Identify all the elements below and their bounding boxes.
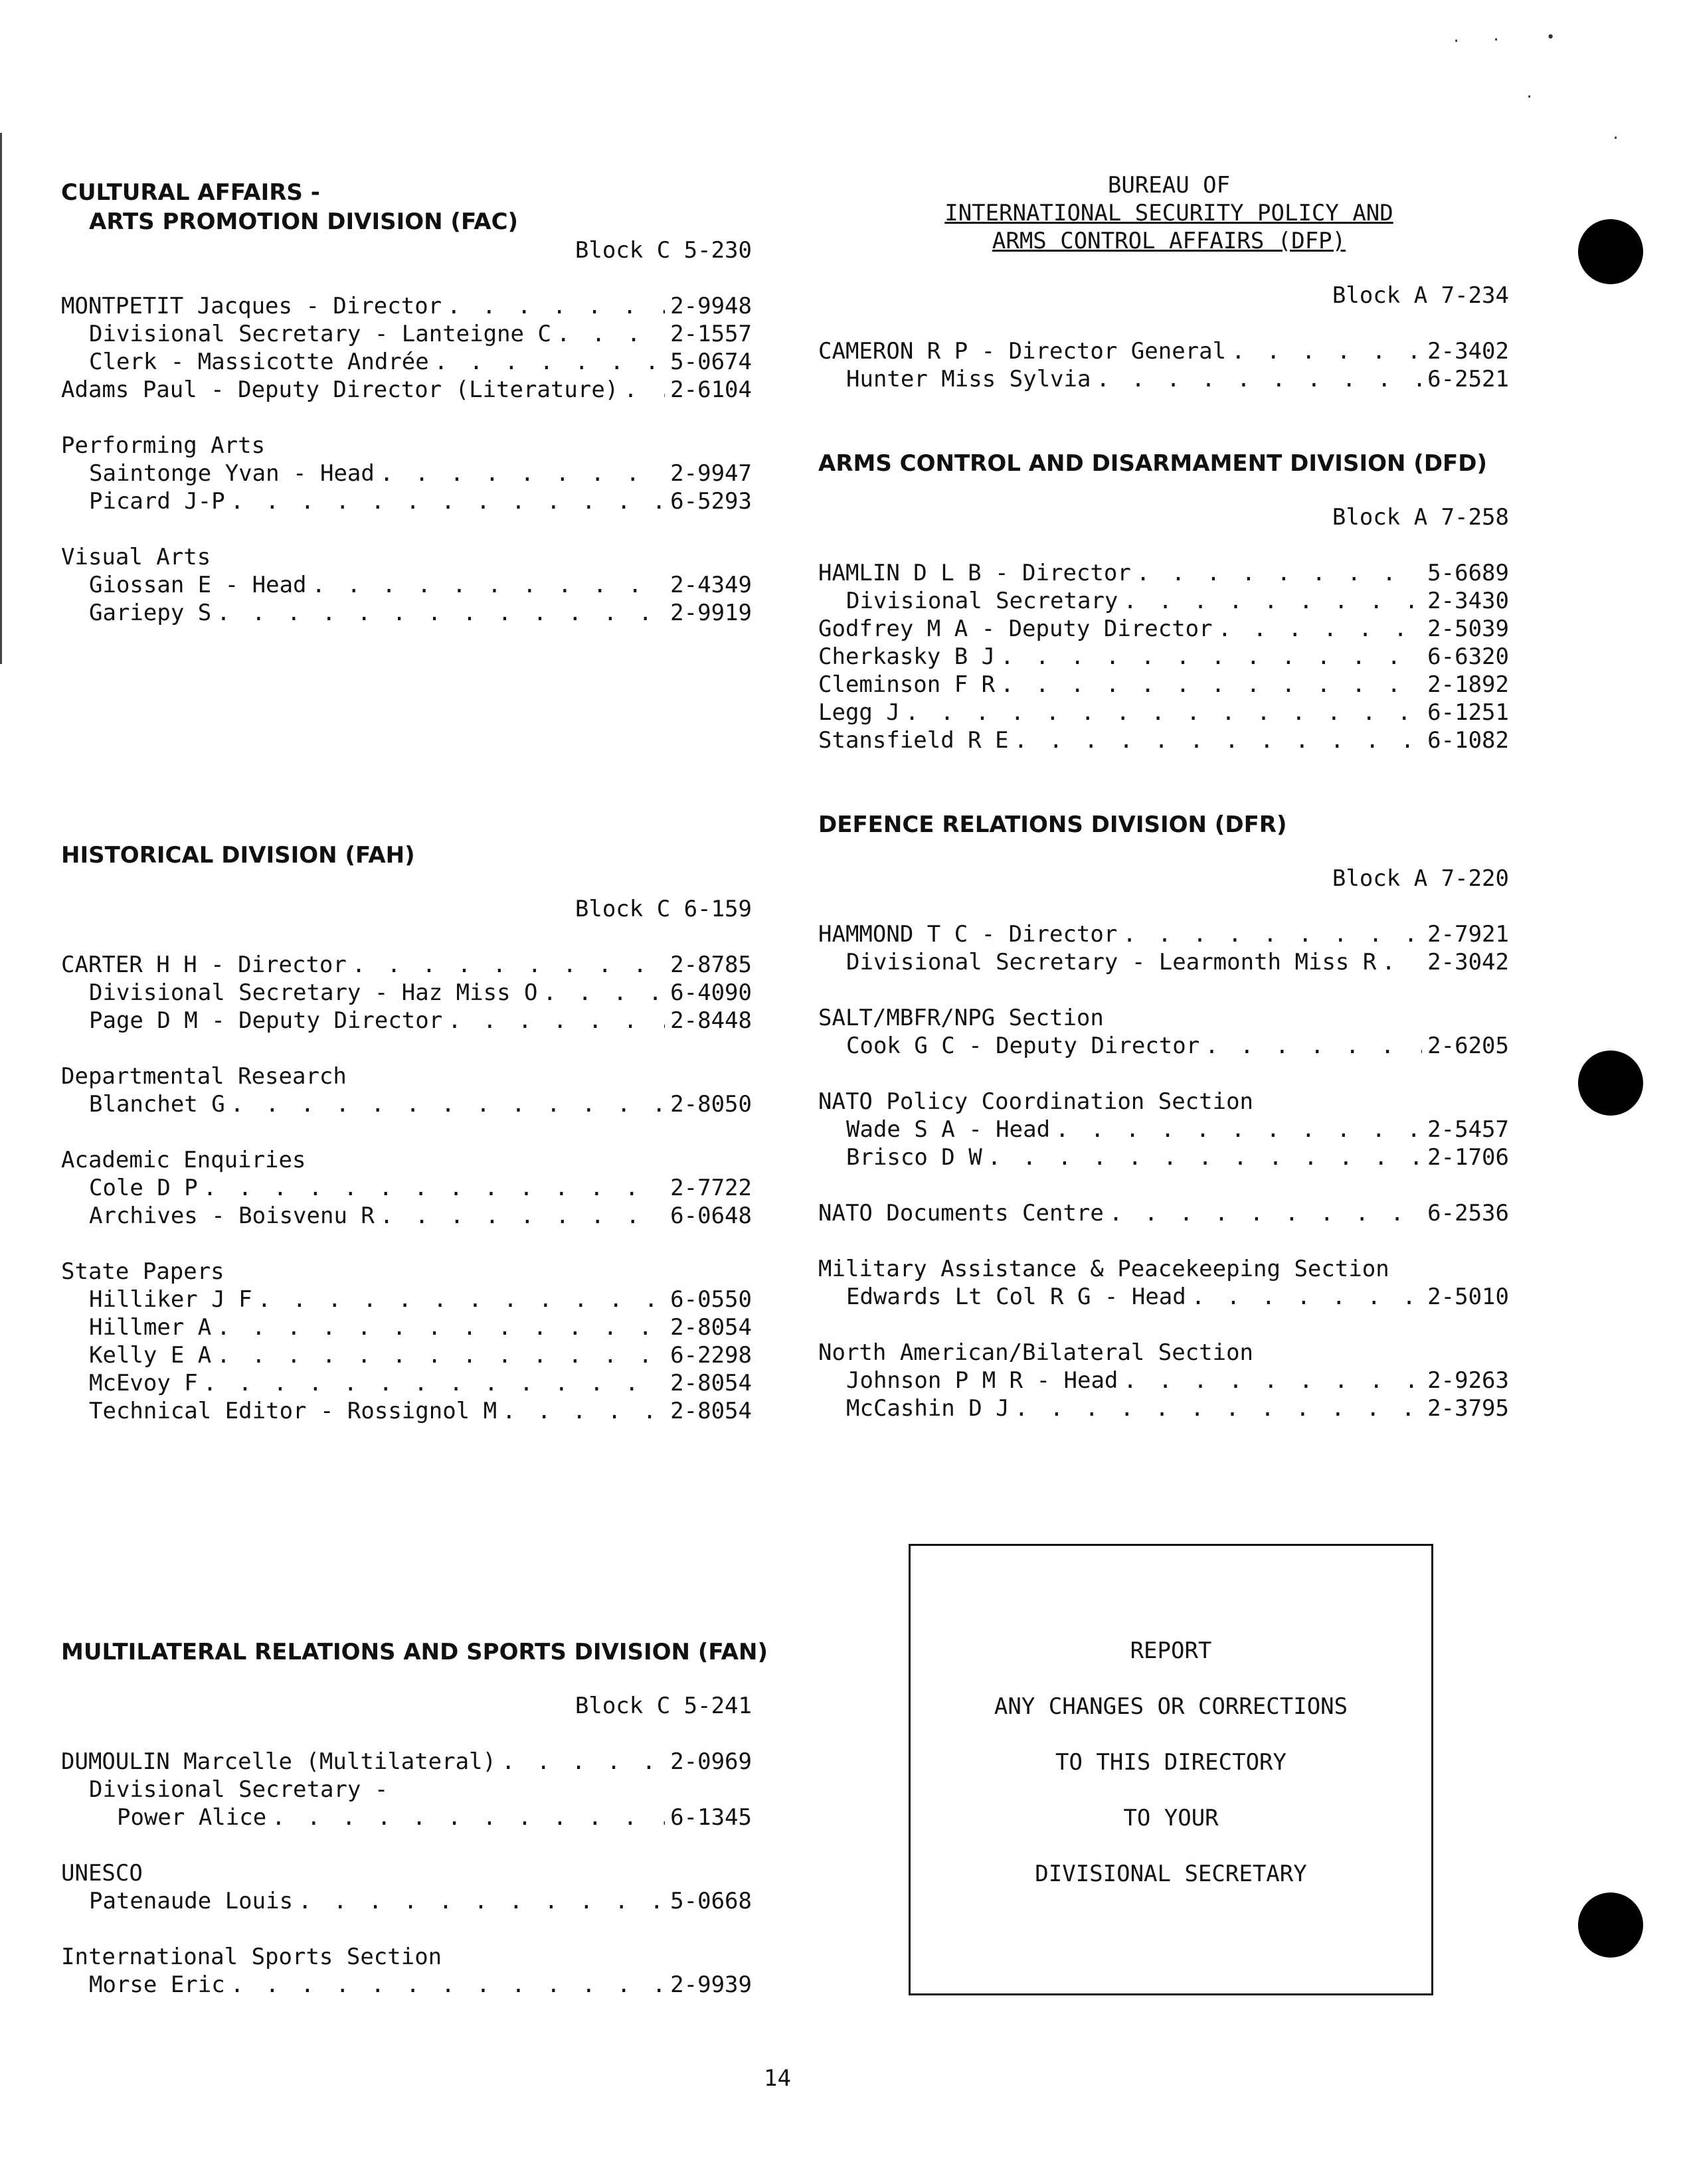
report-line2: ANY CHANGES OR CORRECTIONS xyxy=(994,1693,1348,1720)
report-line1: REPORT xyxy=(1130,1638,1212,1664)
research-label: Departmental Research xyxy=(61,1063,347,1090)
na-entry: Johnson P M R - Head . . . 2-9263 xyxy=(818,1367,1509,1394)
dfd-entry: Stansfield R E . . . 6-1082 xyxy=(818,726,1509,754)
binder-hole xyxy=(1578,1050,1643,1116)
bureau-line2: INTERNATIONAL SECURITY POLICY AND xyxy=(944,200,1393,226)
scan-speck: · xyxy=(1611,130,1621,147)
fac-section xyxy=(61,178,752,627)
academic-label: Academic Enquiries xyxy=(61,1147,306,1173)
fac-block: Block C 5-230 xyxy=(575,237,752,264)
scan-speck: · xyxy=(1525,89,1534,106)
fan-secretary-entry: Power Alice . . . 6-1345 xyxy=(61,1804,752,1831)
dfd-entry: Cherkasky B J . . . 6-6320 xyxy=(818,643,1509,671)
scan-speck: · xyxy=(1452,33,1461,50)
academic-entry: Cole D P . . . 2-7722 xyxy=(61,1174,752,1202)
bureau-line3: ARMS CONTROL AFFAIRS (DFP) xyxy=(992,228,1346,254)
dfr-entry: Divisional Secretary - Learmonth Miss R . . . 2-3042 xyxy=(818,948,1509,976)
dfd-entry: HAMLIN D L B - Director . . . 5-6689 xyxy=(818,559,1509,587)
scan-edge-line xyxy=(0,133,2,664)
bureau-entry: CAMERON R P - Director General . . . 2-3402 xyxy=(818,337,1509,365)
sports-entry: Morse Eric . . . 2-9939 xyxy=(61,1971,752,1999)
salt-entry: Cook G C - Deputy Director . . . 2-6205 xyxy=(818,1032,1509,1060)
state-papers-label: State Papers xyxy=(61,1258,224,1285)
state-entry: Hilliker J F . . . 6-0550 xyxy=(61,1286,752,1313)
report-line4: TO YOUR xyxy=(1123,1805,1219,1831)
state-entry: Technical Editor - Rossignol M . . . 2-8054 xyxy=(61,1397,752,1425)
state-entry: McEvoy F . . . 2-8054 xyxy=(61,1369,752,1397)
dfd-entry: Godfrey M A - Deputy Director . . . 2-5039 xyxy=(818,615,1509,643)
page-number: 14 xyxy=(764,2065,791,2092)
fah-entry: Page D M - Deputy Director . . . 2-8448 xyxy=(61,1007,752,1035)
bureau-heading xyxy=(930,171,1408,255)
military-entry: Edwards Lt Col R G - Head . . . 2-5010 xyxy=(818,1283,1509,1311)
academic-entry: Archives - Boisvenu R . . . 6-0648 xyxy=(61,1202,752,1230)
bureau-entry: Hunter Miss Sylvia . . . 6-2521 xyxy=(818,365,1509,393)
unesco-label: UNESCO xyxy=(61,1860,143,1887)
bureau-block: Block A 7-234 xyxy=(1332,282,1509,309)
binder-hole xyxy=(1578,1892,1643,1958)
fan-secretary-label: Divisional Secretary - xyxy=(89,1776,389,1803)
fah-entry: CARTER H H - Director . . . 2-8785 xyxy=(61,951,752,979)
fah-title: HISTORICAL DIVISION (FAH) xyxy=(61,842,415,869)
report-line5: DIVISIONAL SECRETARY xyxy=(1035,1861,1307,1887)
bureau-line1: BUREAU OF xyxy=(1107,172,1231,199)
dfr-entry: HAMMOND T C - Director . . . 2-7921 xyxy=(818,920,1509,948)
fac-title-line2: ARTS PROMOTION DIVISION (FAC) xyxy=(89,209,519,235)
military-label: Military Assistance & Peacekeeping Section xyxy=(818,1256,1389,1282)
fan-block: Block C 5-241 xyxy=(575,1693,752,1719)
scan-speck: · xyxy=(1492,32,1501,48)
report-line3: TO THIS DIRECTORY xyxy=(1055,1749,1286,1776)
state-entry: Kelly E A . . . 6-2298 xyxy=(61,1341,752,1369)
fah-block: Block C 6-159 xyxy=(575,896,752,922)
fan-director-entry: DUMOULIN Marcelle (Multilateral) . . . 2-0969 xyxy=(61,1748,752,1776)
fah-entry: Divisional Secretary - Haz Miss O . . . 6-4090 xyxy=(61,979,752,1007)
fac-entry: Clerk - Massicotte Andrée . . . 5-0674 xyxy=(61,348,752,376)
scan-speck: • xyxy=(1546,29,1555,46)
dfd-entry: Divisional Secretary . . . 2-3430 xyxy=(818,587,1509,615)
visual-entry: Gariepy S . . . 2-9919 xyxy=(61,599,752,627)
performing-entry: Saintonge Yvan - Head . . . 2-9947 xyxy=(61,460,752,487)
visual-entry: Giossan E - Head . . . 2-4349 xyxy=(61,571,752,599)
binder-hole xyxy=(1578,219,1643,284)
fan-section xyxy=(61,1638,768,1999)
unesco-entry: Patenaude Louis . . . 5-0668 xyxy=(61,1887,752,1915)
fac-entry: Adams Paul - Deputy Director (Literature) . . . 2-6104 xyxy=(61,376,752,404)
report-box xyxy=(909,1544,1433,1995)
dfr-section xyxy=(818,810,1509,1422)
bureau-section xyxy=(818,282,1509,393)
salt-label: SALT/MBFR/NPG Section xyxy=(818,1005,1104,1031)
fan-title: MULTILATERAL RELATIONS AND SPORTS DIVISION (FAN) xyxy=(61,1639,768,1665)
performing-arts-label: Performing Arts xyxy=(61,432,266,459)
na-entry: McCashin D J . . . 2-3795 xyxy=(818,1394,1509,1422)
dfd-title: ARMS CONTROL AND DISARMAMENT DIVISION (DFD) xyxy=(818,450,1488,477)
fac-entry: MONTPETIT Jacques - Director . . . 2-9948 xyxy=(61,292,752,320)
dfr-title: DEFENCE RELATIONS DIVISION (DFR) xyxy=(818,811,1287,838)
nato-entry: Brisco D W . . . 2-1706 xyxy=(818,1143,1509,1171)
dfr-block: Block A 7-220 xyxy=(1332,865,1509,892)
performing-entry: Picard J-P . . . 6-5293 xyxy=(61,487,752,515)
visual-arts-label: Visual Arts xyxy=(61,544,211,570)
dfd-entry: Cleminson F R . . . 2-1892 xyxy=(818,671,1509,699)
sports-label: International Sports Section xyxy=(61,1944,442,1970)
nato-entry: Wade S A - Head . . . 2-5457 xyxy=(818,1116,1509,1143)
nato-label: NATO Policy Coordination Section xyxy=(818,1088,1254,1115)
na-label: North American/Bilateral Section xyxy=(818,1339,1254,1366)
dfd-entry: Legg J . . . 6-1251 xyxy=(818,699,1509,726)
research-entry: Blanchet G . . . 2-8050 xyxy=(61,1090,752,1118)
fac-title-line1: CULTURAL AFFAIRS - xyxy=(61,179,320,206)
state-entry: Hillmer A . . . 2-8054 xyxy=(61,1313,752,1341)
fah-section xyxy=(61,841,752,1425)
fac-entry: Divisional Secretary - Lanteigne C . . . 2-1557 xyxy=(61,320,752,348)
dfd-section xyxy=(818,449,1509,754)
dfd-block: Block A 7-258 xyxy=(1332,504,1509,531)
nato-docs-entry: NATO Documents Centre . . . 6-2536 xyxy=(818,1199,1509,1227)
